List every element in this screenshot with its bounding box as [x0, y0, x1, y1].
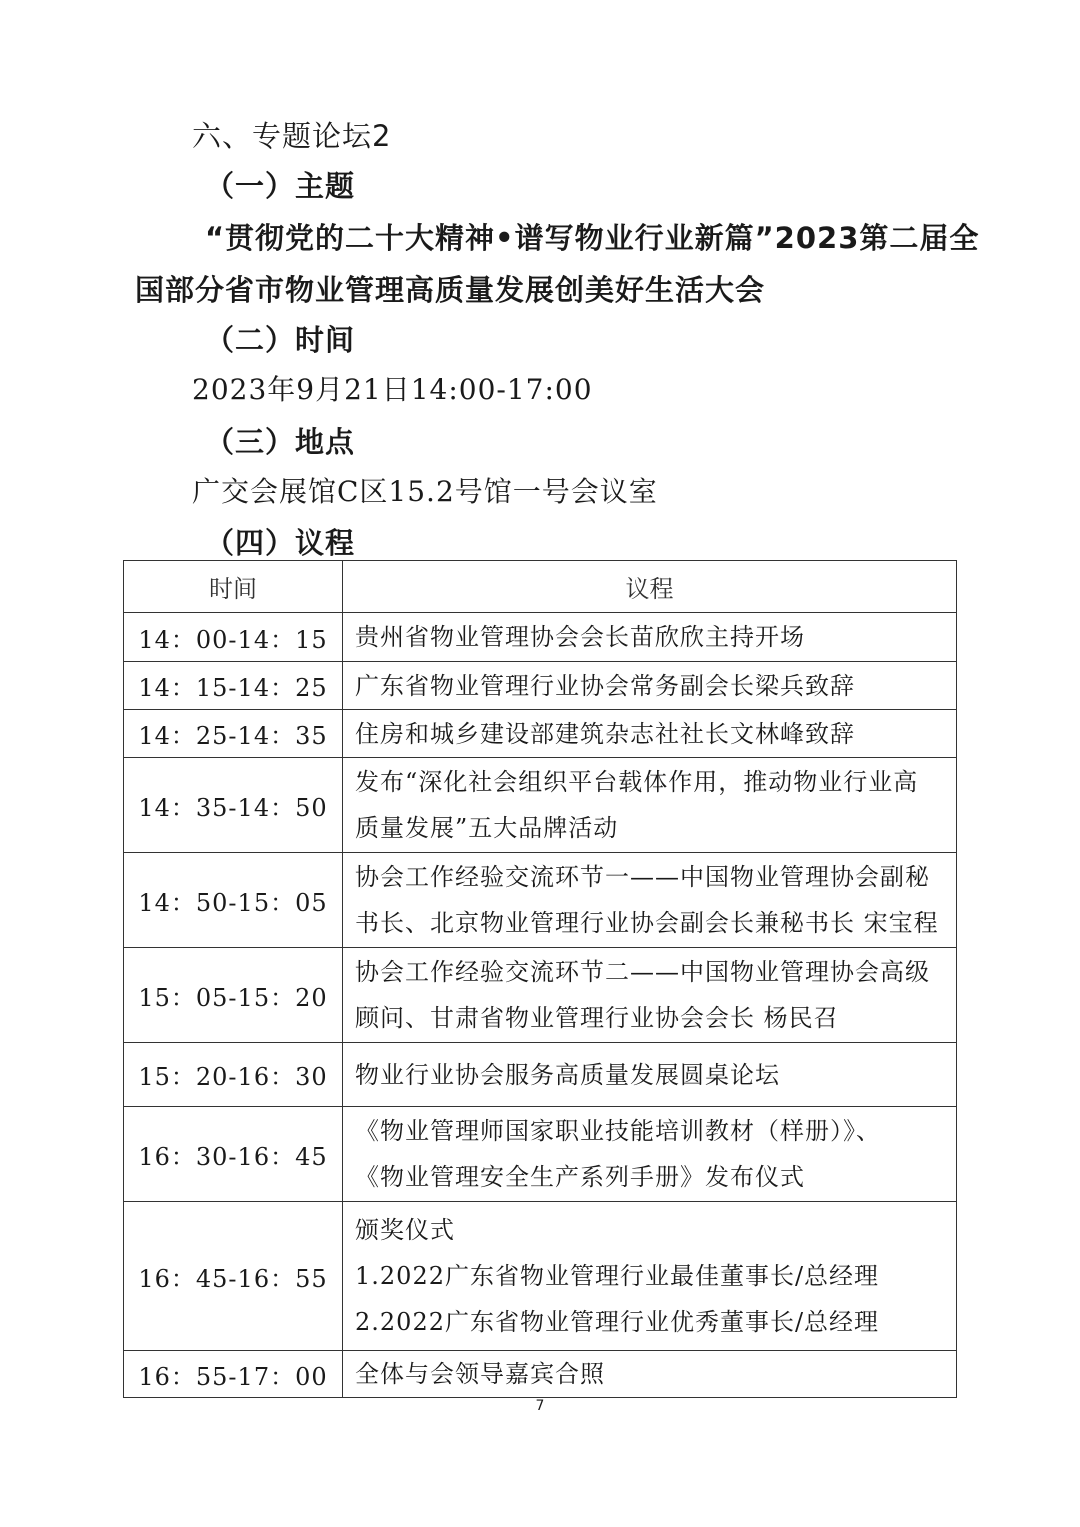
agenda-line: 物业行业协会服务高质量发展圆桌论坛 [355, 1060, 780, 1089]
table-row [124, 1202, 957, 1351]
agenda-line: 2.2022广东省物业管理行业优秀董事长/总经理 [355, 1308, 880, 1336]
table-row [124, 853, 957, 948]
table-row [124, 710, 957, 758]
theme-heading: （一）主题 [205, 169, 356, 203]
theme-line-1: “贯彻党的二十大精神•谱写物业行业新篇”2023第二届全 [205, 221, 980, 255]
row-agenda [343, 710, 957, 758]
row-time: 14：35-14：50 [124, 758, 343, 853]
row-time: 15：05-15：20 [124, 948, 343, 1043]
agenda-line: 《物业管理师国家职业技能培训教材（样册）》、 [355, 1117, 881, 1145]
time-value: 2023年9月21日14:00-17:00 [192, 373, 593, 406]
agenda-line: 书长、北京物业管理行业协会副会长兼秘书长 宋宝程 [355, 909, 939, 937]
row-time: 16：55-17：00 [124, 1351, 343, 1398]
place-heading: （三）地点 [205, 425, 356, 459]
agenda-heading: （四）议程 [205, 526, 356, 560]
table-row [124, 758, 957, 853]
agenda-line: 质量发展”五大品牌活动 [355, 814, 619, 842]
row-agenda [343, 758, 957, 853]
row-time: 16：30-16：45 [124, 1107, 343, 1202]
time-heading: （二）时间 [205, 323, 356, 357]
row-agenda [343, 853, 957, 948]
row-agenda [343, 1351, 957, 1398]
row-time: 14：25-14：35 [124, 710, 343, 758]
row-agenda [343, 1043, 957, 1107]
agenda-line: 发布“深化社会组织平台载体作用，推动物业行业高 [355, 768, 919, 796]
row-agenda [343, 948, 957, 1043]
agenda-header-row [124, 561, 957, 613]
agenda-line: 广东省物业管理行业协会常务副会长梁兵致辞 [355, 671, 855, 700]
agenda-line: 顾问、甘肃省物业管理行业协会会长 杨民召 [355, 1004, 839, 1032]
table-row [124, 1107, 957, 1202]
row-time: 14：00-14：15 [124, 613, 343, 662]
row-time: 15：20-16：30 [124, 1043, 343, 1107]
agenda-line: 贵州省物业管理协会会长苗欣欣主持开场 [355, 623, 805, 651]
page-number: 7 [535, 1398, 545, 1414]
row-time: 16：45-16：55 [124, 1202, 343, 1351]
agenda-line: 住房和城乡建设部建筑杂志社社长文林峰致辞 [355, 719, 855, 748]
agenda-line: 协会工作经验交流环节二——中国物业管理协会高级 [355, 958, 930, 986]
agenda-line: 颁奖仪式 [355, 1216, 455, 1244]
row-agenda [343, 1202, 957, 1351]
row-agenda [343, 1107, 957, 1202]
table-row [124, 662, 957, 710]
agenda-table [123, 560, 957, 1398]
section-title: 六、专题论坛2 [192, 119, 392, 153]
agenda-line: 协会工作经验交流环节一——中国物业管理协会副秘 [355, 863, 930, 891]
theme-line-2: 国部分省市物业管理高质量发展创美好生活大会 [135, 273, 766, 307]
agenda-line: 全体与会领导嘉宾合照 [355, 1360, 605, 1388]
agenda-line: 1.2022广东省物业管理行业最佳董事长/总经理 [355, 1262, 880, 1290]
column-header-agenda: 议程 [343, 561, 957, 613]
table-row [124, 1351, 957, 1398]
place-value: 广交会展馆C区15.2号馆一号会议室 [192, 475, 658, 508]
table-row [124, 1043, 957, 1107]
table-row [124, 948, 957, 1043]
row-agenda [343, 613, 957, 662]
row-agenda [343, 662, 957, 710]
column-header-time: 时间 [124, 561, 343, 613]
row-time: 14：50-15：05 [124, 853, 343, 948]
row-time: 14：15-14：25 [124, 662, 343, 710]
agenda-line: 《物业管理安全生产系列手册》发布仪式 [355, 1163, 805, 1191]
table-row [124, 613, 957, 662]
